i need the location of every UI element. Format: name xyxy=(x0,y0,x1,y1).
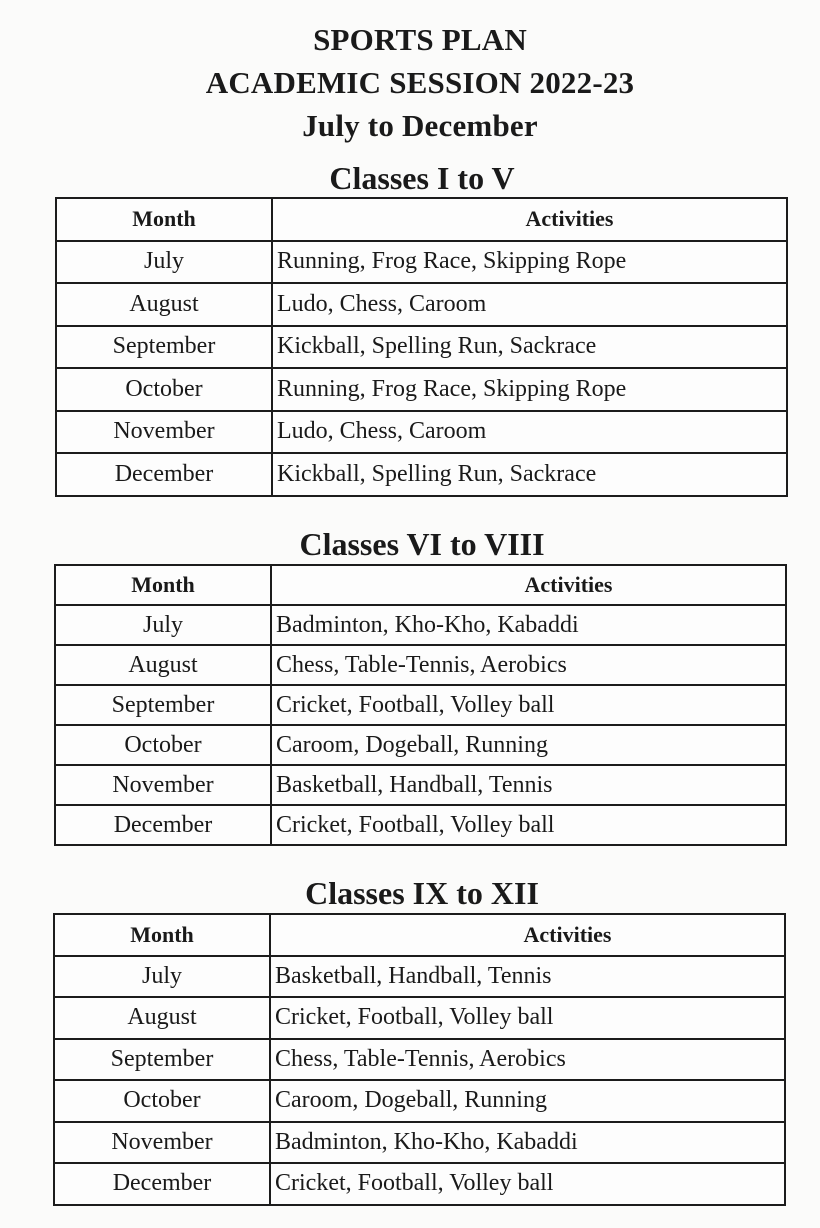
document-title: SPORTS PLAN xyxy=(313,22,527,57)
activities-cell: Badminton, Kho-Kho, Kabaddi xyxy=(270,1122,785,1164)
activities-cell: Badminton, Kho-Kho, Kabaddi xyxy=(271,605,786,645)
table-row xyxy=(56,241,787,284)
table-row xyxy=(55,605,786,645)
month-cell: November xyxy=(56,411,272,454)
month-cell: September xyxy=(56,326,272,369)
month-cell: December xyxy=(56,453,272,496)
activities-cell: Ludo, Chess, Caroom xyxy=(272,411,787,454)
column-header-activities: Activities xyxy=(272,198,787,241)
table-row xyxy=(55,685,786,725)
activities-cell: Kickball, Spelling Run, Sackrace xyxy=(272,326,787,369)
academic-session: ACADEMIC SESSION 2022-23 xyxy=(205,65,635,100)
section-title-classes-i-to-v: Classes I to V xyxy=(329,160,515,196)
month-cell: October xyxy=(55,725,271,765)
activities-cell: Caroom, Dogeball, Running xyxy=(271,725,786,765)
table-row xyxy=(56,283,787,326)
table-row xyxy=(54,1039,785,1081)
table-row xyxy=(56,453,787,496)
month-cell: August xyxy=(55,645,271,685)
section-title-classes-ix-to-xii: Classes IX to XII xyxy=(305,875,539,911)
month-cell: December xyxy=(54,1163,270,1205)
month-cell: September xyxy=(54,1039,270,1081)
table-row xyxy=(56,411,787,454)
month-cell: December xyxy=(55,805,271,845)
table-header-row xyxy=(54,914,785,956)
month-cell: October xyxy=(54,1080,270,1122)
activities-cell: Caroom, Dogeball, Running xyxy=(270,1080,785,1122)
table-row xyxy=(56,326,787,369)
document-header xyxy=(0,18,820,147)
table-row xyxy=(56,368,787,411)
table-classes-ix-to-xii xyxy=(53,913,786,1206)
activities-cell: Running, Frog Race, Skipping Rope xyxy=(272,241,787,284)
month-cell: November xyxy=(55,765,271,805)
month-cell: July xyxy=(56,241,272,284)
month-cell: July xyxy=(55,605,271,645)
activities-cell: Cricket, Football, Volley ball xyxy=(270,997,785,1039)
table-row xyxy=(55,645,786,685)
column-header-month: Month xyxy=(55,565,271,605)
period: July to December xyxy=(302,108,538,143)
month-cell: September xyxy=(55,685,271,725)
activities-cell: Running, Frog Race, Skipping Rope xyxy=(272,368,787,411)
column-header-month: Month xyxy=(54,914,270,956)
column-header-month: Month xyxy=(56,198,272,241)
activities-cell: Chess, Table-Tennis, Aerobics xyxy=(271,645,786,685)
activities-cell: Chess, Table-Tennis, Aerobics xyxy=(270,1039,785,1081)
activities-cell: Kickball, Spelling Run, Sackrace xyxy=(272,453,787,496)
month-cell: October xyxy=(56,368,272,411)
section-title-classes-vi-to-viii: Classes VI to VIII xyxy=(299,526,545,562)
table-classes-i-to-v xyxy=(55,197,788,497)
column-header-activities: Activities xyxy=(271,565,786,605)
table-row xyxy=(54,997,785,1039)
activities-cell: Cricket, Football, Volley ball xyxy=(270,1163,785,1205)
table-row xyxy=(54,956,785,998)
column-header-activities: Activities xyxy=(270,914,785,956)
table-row xyxy=(54,1122,785,1164)
month-cell: July xyxy=(54,956,270,998)
activities-cell: Cricket, Football, Volley ball xyxy=(271,685,786,725)
table-header-row xyxy=(56,198,787,241)
table-row xyxy=(54,1080,785,1122)
table-row xyxy=(55,805,786,845)
table-classes-vi-to-viii xyxy=(54,564,787,846)
month-cell: August xyxy=(56,283,272,326)
activities-cell: Basketball, Handball, Tennis xyxy=(271,765,786,805)
activities-cell: Ludo, Chess, Caroom xyxy=(272,283,787,326)
table-header-row xyxy=(55,565,786,605)
table-row xyxy=(54,1163,785,1205)
activities-cell: Cricket, Football, Volley ball xyxy=(271,805,786,845)
table-row xyxy=(55,725,786,765)
activities-cell: Basketball, Handball, Tennis xyxy=(270,956,785,998)
month-cell: August xyxy=(54,997,270,1039)
table-row xyxy=(55,765,786,805)
month-cell: November xyxy=(54,1122,270,1164)
